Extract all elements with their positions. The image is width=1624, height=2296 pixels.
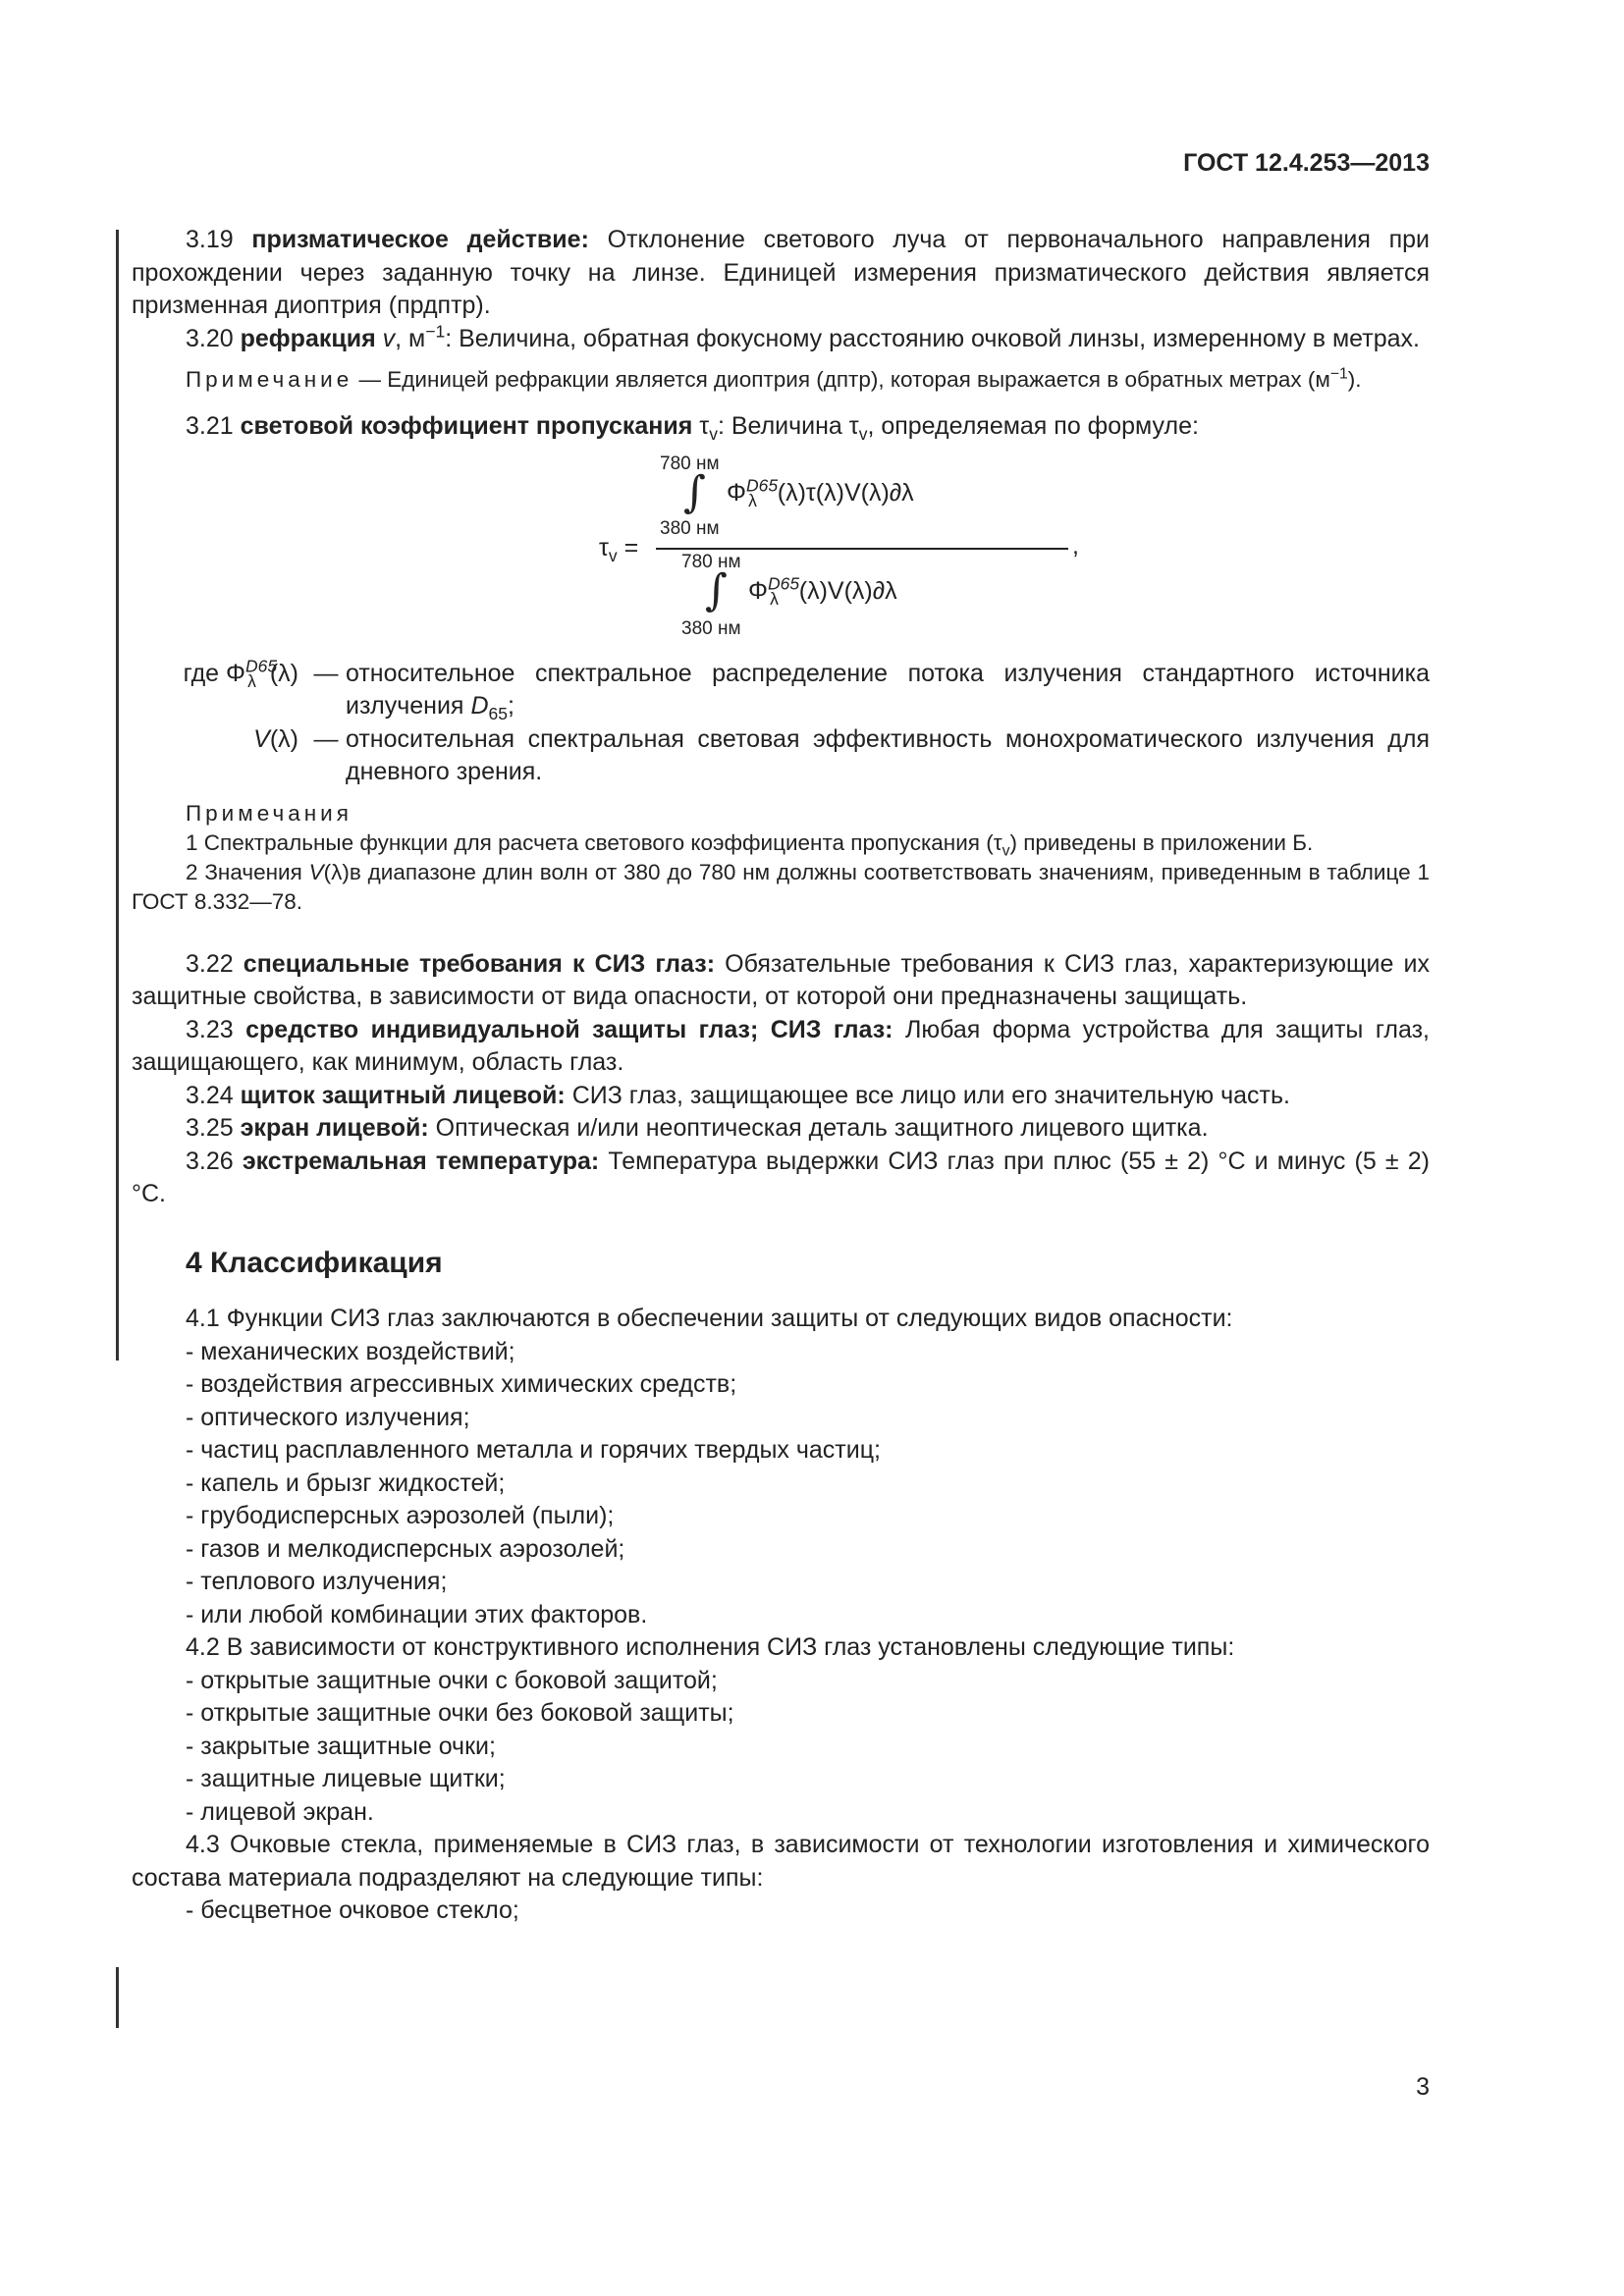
list-item: - частиц расплавленного металла и горячих твердых частиц; (186, 1436, 881, 1464)
clause-3-19: 3.19 призматическое действие: Отклонение светового луча от первоначального направления при прохождении через заданную точку на линзе. Единицей измерения призматического действия является призменная диоптрия (прдптр). (132, 226, 1430, 319)
list-item: - газов и мелкодисперсных аэрозолей; (186, 1534, 625, 1563)
list-item: - закрытые защитные очки; (186, 1732, 496, 1760)
note-3-20: Примечание — Единицей рефракции является диоптрия (дптр), которая выражается в обратных метрах $(м^{-1})$. (132, 365, 1430, 395)
formula-comma: , (1072, 531, 1079, 560)
list-item: - бесцветное очковое стекло; (186, 1896, 519, 1924)
upper-limit-numerator: 780 нм (660, 453, 720, 474)
term: световой коэффициент пропускания (240, 412, 693, 440)
list-item: - открытые защитные очки с боковой защитой; (186, 1666, 718, 1694)
note-label: Примечание (186, 367, 353, 392)
fraction-line (656, 548, 1068, 550)
list-item: - оптического излучения; (186, 1403, 470, 1431)
where-v: V(λ) — относительная спектральная световая эффективность монохроматического излучения для дневного зрения. (253, 724, 1430, 785)
lower-limit-numerator: 380 нм (660, 517, 720, 539)
formula-lhs: $\tau_v$ = (599, 533, 639, 565)
term: щиток защитный лицевой: (240, 1081, 566, 1109)
term: рефракция (240, 324, 376, 352)
numerator-expression: $\Phi^{D65}_\lambda$ (λ)τ(λ)V(λ)∂λ (727, 475, 914, 510)
change-bar-top (116, 230, 119, 1361)
list-item: - капель и брызг жидкостей; (186, 1468, 506, 1497)
list-item: - открытые защитные очки без боковой защиты; (186, 1699, 734, 1727)
clause-3-21: 3.21 световой коэффициент пропускания $\tau_v$: Величина $\tau_v$, определяемая по формуле: (186, 412, 1199, 444)
clause-4-2: 4.2 В зависимости от конструктивного исполнения СИЗ глаз установлены следующие типы: (186, 1633, 1235, 1661)
term: специальные требования к СИЗ глаз: (243, 949, 716, 978)
clause-3-23: 3.23 средство индивидуальной защиты глаз; СИЗ глаз: Любая форма устройства для защиты глаз, защищающего, как минимум, область глаз. (132, 1015, 1431, 1076)
clause-3-24: 3.24 щиток защитный лицевой: СИЗ глаз, защищающее все лицо или его значительную часть. (186, 1081, 1290, 1109)
integral-denominator: ∫ (705, 564, 728, 615)
term: средство индивидуальной защиты глаз; СИЗ глаз: (245, 1015, 893, 1043)
document-header: ГОСТ 12.4.253—2013 (1183, 149, 1430, 177)
clause-3-22: 3.22 специальные требования к СИЗ глаз: Обязательные требования к СИЗ глаз, характеризующие их защитные свойства, в зависимости от вида опасности, от которой они предназначены защищать. (132, 949, 1431, 1010)
list-item: - или любой комбинации этих факторов. (186, 1600, 648, 1629)
notes-label: Примечания (186, 800, 352, 826)
section-heading: 4 Классификация (186, 1246, 443, 1279)
integral-numerator: ∫ (683, 466, 706, 517)
list-item: - воздействия агрессивных химических средств; (186, 1370, 737, 1398)
list-item: - грубодисперсных аэрозолей (пыли); (186, 1502, 615, 1529)
term: экстремальная температура: (242, 1147, 600, 1175)
where-phi: где $\Phi^{D65}_\lambda$ (λ) — относительное спектральное распределение потока излучения стандартного источника излучения $D_{65}$; (183, 656, 1430, 723)
transmittance-formula (132, 452, 1430, 648)
list-4-2 (132, 1665, 1430, 1830)
clause-3-25: 3.25 экран лицевой: Оптическая и/или неоптическая деталь защитного лицевого щитка. (186, 1114, 1209, 1142)
clause-3-26: 3.26 экстремальная температура: Температура выдержки СИЗ глаз при плюс (55 ± 2) °С и минус (5 ± 2) °С. (132, 1147, 1430, 1207)
upper-limit-denominator: 780 нм (681, 551, 741, 572)
list-4-3 (132, 1895, 1430, 1928)
change-bar-bottom (116, 1967, 119, 2028)
note-2: 2 Значения V(λ)в диапазоне длин волн от 380 до 780 нм должны соответствовать значениям, приведенным в таблице 1 ГОСТ 8.332—78. (132, 859, 1430, 914)
denominator-expression: $\Phi^{D65}_\lambda$ (λ)V(λ)∂λ (748, 573, 897, 609)
lower-limit-denominator: 380 нм (681, 617, 741, 639)
list-4-1 (132, 1336, 1430, 1632)
clause-4-1: 4.1 Функции СИЗ глаз заключаются в обеспечении защиты от следующих видов опасности: (186, 1305, 1233, 1332)
list-item: - защитные лицевые щитки; (186, 1765, 506, 1792)
list-item: - лицевой экран. (186, 1797, 374, 1826)
term: призматическое действие: (251, 226, 589, 253)
list-item: - теплового излучения; (186, 1568, 448, 1595)
list-item: - механических воздействий; (186, 1337, 515, 1365)
page-number: 3 (1416, 2073, 1430, 2101)
note-1: 1 Спектральные функции для расчета светового коэффициента пропускания $(\tau_v)$ приведены в приложении Б. (186, 829, 1314, 859)
clause-4-3: 4.3 Очковые стекла, применяемые в СИЗ глаз, в зависимости от технологии изготовления и химического состава материала подразделяют на следующие типы: (132, 1831, 1430, 1892)
clause-3-20: 3.20 рефракция v, $м^{-1}$: Величина, обратная фокусному расстоянию очковой линзы, измеренному в метрах. (186, 321, 1420, 352)
page-content (132, 224, 1430, 1928)
term: экран лицевой: (240, 1114, 429, 1142)
